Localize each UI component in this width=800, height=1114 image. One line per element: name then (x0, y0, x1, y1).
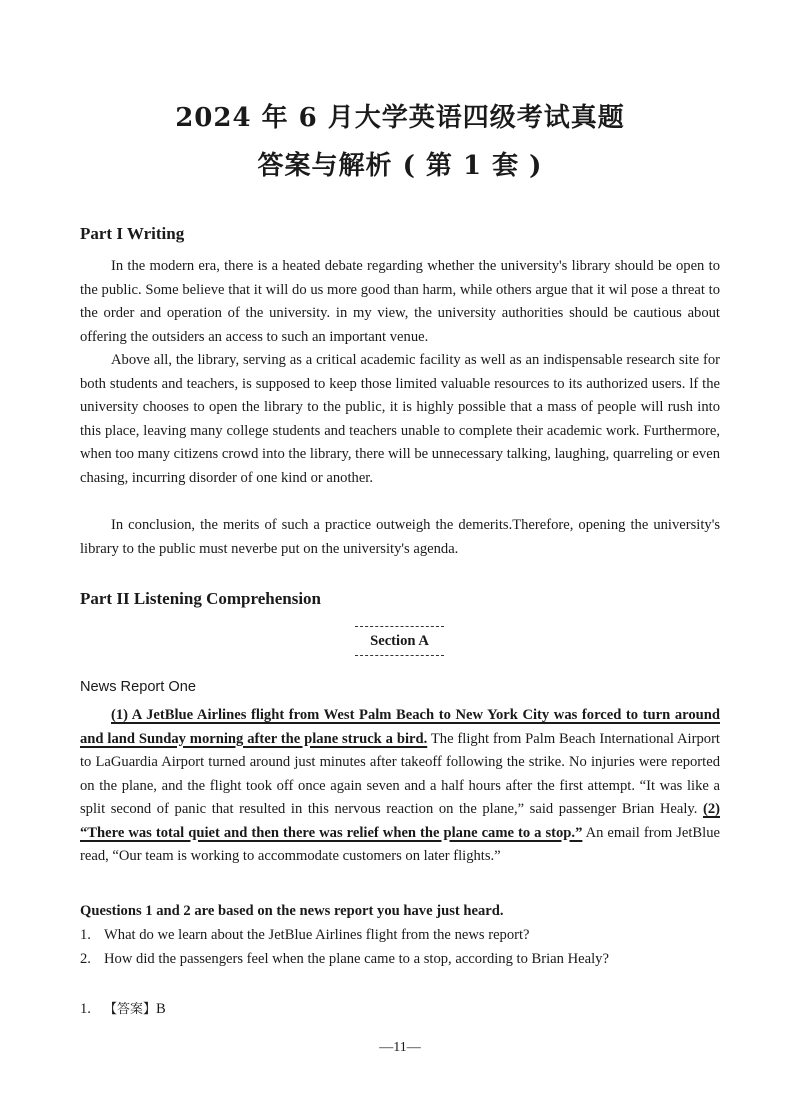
document-subtitle: 答案与解析 ( 第 1 套 ) (257, 151, 543, 181)
part1-heading: Part I Writing (80, 224, 185, 243)
report-title: News Report One (80, 679, 196, 695)
news-report-text (80, 704, 720, 869)
essay-paragraph-2: Above all, the library, serving as a critical academic facility as well as an indispensable research site for both students and teachers, is supposed to keep those limited valuable resources to its authorized users. lf the university chooses to open the library to the public, it is highly possible that a mass of people will rush into this place, leaving many college students and teachers unable to complete their academic work. Furthermore, when too many citizens crowd into the library, there will be unnecessary talking, laughing, quarreling or even chasing, incurring disorder of one kind or another. (80, 352, 720, 486)
key-sentence-2: (2) “There was total quiet and then there was relief when the plane came to a stop.” (80, 801, 720, 841)
question-number: 1. (80, 927, 91, 943)
key-sentence-1: (1) A JetBlue Airlines flight from West Palm Beach to New York City was forced to turn around and land Sunday morning after the plane struck a bird. (80, 707, 720, 747)
question-2 (80, 951, 609, 968)
answer-number: 1. (80, 1001, 91, 1017)
questions-heading: Questions 1 and 2 are based on the news report you have just heard. (80, 903, 504, 919)
essay-paragraph-1: In the modern era, there is a heated debate regarding whether the university's library should be open to the public. Some believe that it will do us more good than harm, while others argue that it wil pose a threat to the order and operation of the university. in my view, the university authorities should be cautious about offering the outsiders an access to such an important venue. (80, 258, 720, 345)
part2-heading: Part II Listening Comprehension (80, 589, 322, 608)
question-1 (80, 927, 530, 944)
question-text: How did the passengers feel when the plane came to a stop, according to Brian Healy? (104, 951, 609, 967)
answer-value: B (156, 1001, 166, 1017)
report-body-2: An email from JetBlue read, “Our team is working to accommodate customers on later flights.” (80, 824, 720, 864)
document-title: 2024 年 6 月大学英语四级考试真题 (175, 103, 625, 133)
answer-label: 【答案】 (104, 1002, 157, 1017)
answer-1 (80, 998, 166, 1018)
question-text: What do we learn about the JetBlue Airlines flight from the news report? (104, 927, 530, 943)
section-label: Section A (355, 626, 444, 656)
question-number: 2. (80, 951, 91, 967)
essay-paragraph-3: In conclusion, the merits of such a practice outweigh the demerits.Therefore, opening the university's library to the public must neverbe put on the university's agenda. (80, 517, 720, 557)
report-body-1: The flight from Palm Beach International Airport to LaGuardia Airport turned around just minutes after takeoff following the strike. No injuries were reported on the plane, and the flight took off once again seven and a half hours after the first attempt. “It was like a split second of panic that resulted in this nervous reaction on the plane,” said passenger Brian Healy. (80, 730, 720, 817)
page-number: —11— (379, 1040, 421, 1055)
